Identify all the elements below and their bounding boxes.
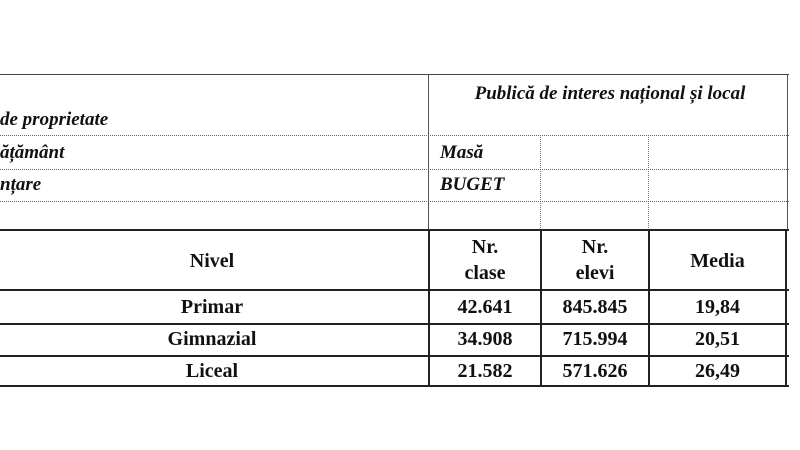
table-header-block [0, 74, 789, 230]
cell-nivel: Liceal [185, 360, 239, 382]
cell-clase: 42.641 [457, 296, 513, 318]
header-row-separator [0, 289, 789, 291]
header-divider-3 [648, 135, 649, 230]
header-row-line-1 [0, 135, 789, 136]
row-separator-2 [0, 355, 789, 357]
header-divider-main [428, 75, 429, 230]
column-header-nivel: Nivel [189, 250, 235, 272]
header-divider-2 [540, 135, 541, 230]
teaching-label: ățământ [0, 142, 65, 163]
cell-elevi: 845.845 [562, 296, 628, 318]
funding-label: nțare [0, 174, 42, 195]
row-separator-1 [0, 323, 789, 325]
header-border-right [787, 75, 788, 230]
cell-clase: 21.582 [457, 360, 513, 382]
data-table [0, 229, 789, 387]
cell-elevi: 715.994 [562, 328, 628, 350]
column-header-clase: Nr. clase [464, 236, 506, 284]
header-row-line-2 [0, 169, 789, 170]
header-row-line-3 [0, 201, 789, 202]
cell-clase: 34.908 [457, 328, 513, 350]
column-header-elevi: Nr. elevi [575, 236, 615, 284]
property-value: Publică de interes național și local [474, 83, 746, 104]
cell-media: 20,51 [695, 328, 740, 350]
funding-value: BUGET [440, 174, 505, 195]
cell-media: 26,49 [695, 360, 740, 382]
cell-media: 19,84 [695, 296, 740, 318]
cell-elevi: 571.626 [562, 360, 628, 382]
cell-nivel: Gimnazial [167, 328, 257, 350]
teaching-value: Masă [440, 142, 484, 163]
property-label: de proprietate [0, 109, 109, 130]
column-header-media: Media [690, 250, 745, 272]
table-border-right [785, 231, 787, 385]
cell-nivel: Primar [180, 296, 244, 318]
